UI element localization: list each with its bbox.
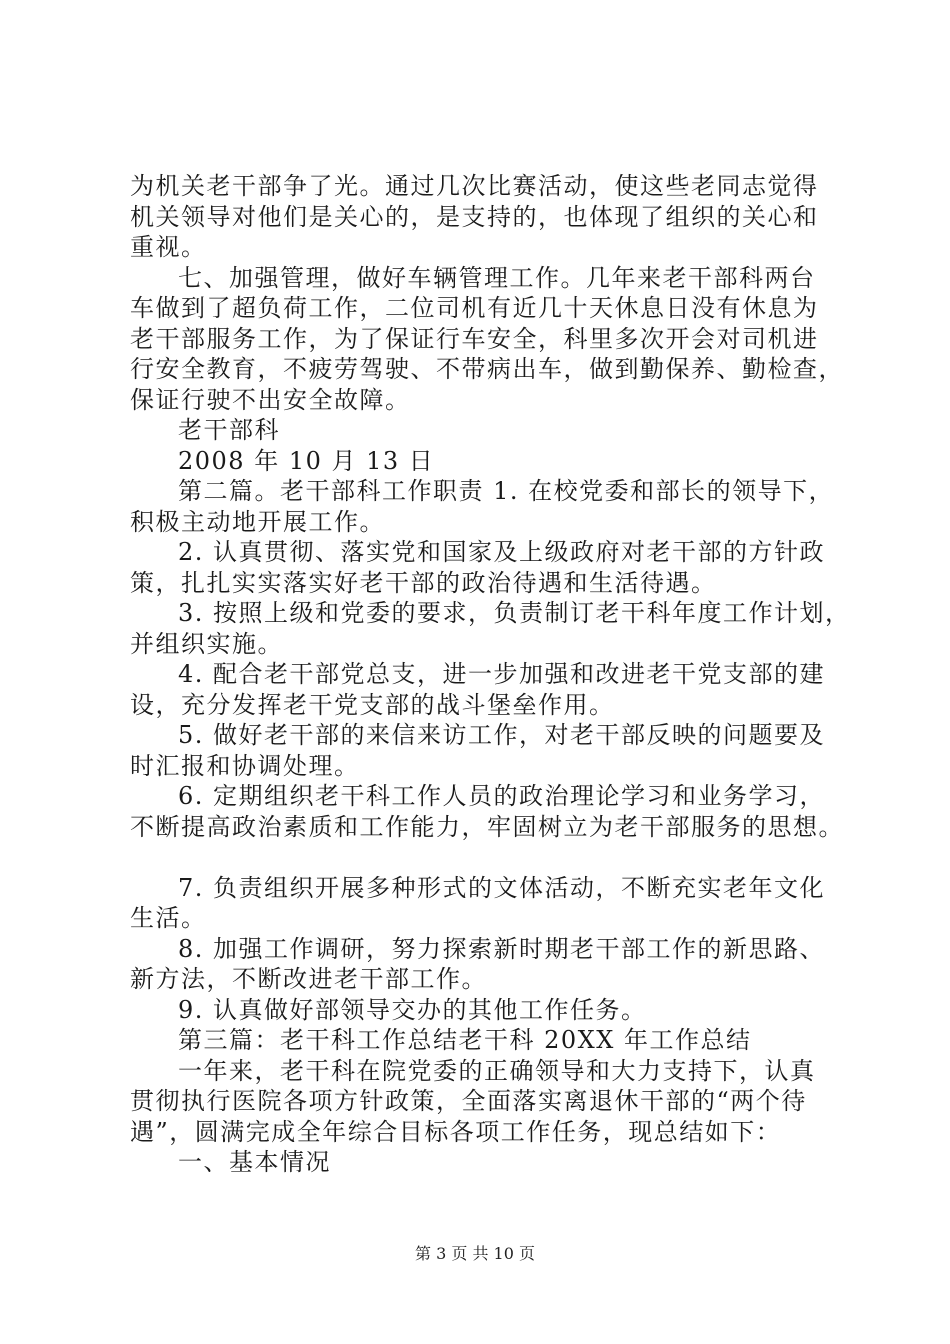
text-line: 并组织实施。	[130, 629, 283, 658]
text-line: 一年来，老干科在院党委的正确领导和大力支持下，认真	[178, 1056, 816, 1085]
text-line: 积极主动地开展工作。	[130, 507, 385, 536]
text-line: 新方法，不断改进老干部工作。	[130, 965, 487, 993]
text-line: 老干部科	[178, 416, 280, 444]
text-line: 为机关老干部争了光。通过几次比赛活动，使这些老同志觉得	[130, 172, 819, 200]
blank-line	[130, 842, 850, 873]
text-line: 遇”，圆满完成全年综合目标各项工作任务，现总结如下：	[130, 1117, 782, 1146]
text-line: 重视。	[130, 233, 207, 261]
text-line: 机关领导对他们是关心的，是支持的，也体现了组织的关心和	[130, 202, 819, 231]
text-line: 保证行驶不出安全故障。	[130, 385, 411, 414]
text-line: 贯彻执行医院各项方针政策，全面落实离退休干部的“两个待	[130, 1087, 807, 1115]
text-line: 9. 认真做好部领导交办的其他工作任务。	[178, 995, 647, 1024]
text-line: 第二篇。老干部科工作职责 1. 在校党委和部长的领导下，	[178, 477, 835, 505]
page-number: 第 3 页 共 10 页	[415, 1244, 535, 1263]
text-line: 4. 配合老干部党总支，进一步加强和改进老干党支部的建	[178, 660, 826, 688]
text-line: 时汇报和协调处理。	[130, 751, 360, 780]
text-line: 车做到了超负荷工作，二位司机有近几十天休息日没有休息为	[130, 294, 819, 322]
text-line: 5. 做好老干部的来信来访工作，对老干部反映的问题要及	[178, 721, 826, 749]
text-line: 8. 加强工作调研，努力探索新时期老干部工作的新思路、	[178, 934, 826, 963]
text-line: 七、加强管理，做好车辆管理工作。几年来老干部科两台	[178, 263, 816, 292]
text-line: 一、基本情况	[178, 1148, 331, 1176]
text-line: 7. 负责组织开展多种形式的文体活动，不断充实老年文化	[178, 873, 826, 902]
text-line: 设，充分发挥老干党支部的战斗堡垒作用。	[130, 690, 615, 719]
text-line: 第三篇：老干科工作总结老干科 20XX 年工作总结	[178, 1026, 752, 1054]
text-line: 6. 定期组织老干科工作人员的政治理论学习和业务学习，	[178, 782, 826, 810]
text-line: 3. 按照上级和党委的要求，负责制订老干科年度工作计划，	[178, 599, 851, 627]
text-line: 生活。	[130, 904, 207, 932]
text-line: 行安全教育，不疲劳驾驶、不带病出车，做到勤保养、勤检查，	[130, 355, 844, 383]
text-line: 策，扎扎实实落实好老干部的政治待遇和生活待遇。	[130, 568, 717, 597]
page-footer	[0, 1244, 950, 1264]
text-line: 2008 年 10 月 13 日	[178, 446, 435, 475]
document-body	[130, 171, 850, 1178]
text-line: 2. 认真贯彻、落实党和国家及上级政府对老干部的方针政	[178, 538, 826, 566]
text-line: 老干部服务工作，为了保证行车安全，科里多次开会对司机进	[130, 324, 819, 353]
text-line: 不断提高政治素质和工作能力，牢固树立为老干部服务的思想。	[130, 812, 844, 841]
